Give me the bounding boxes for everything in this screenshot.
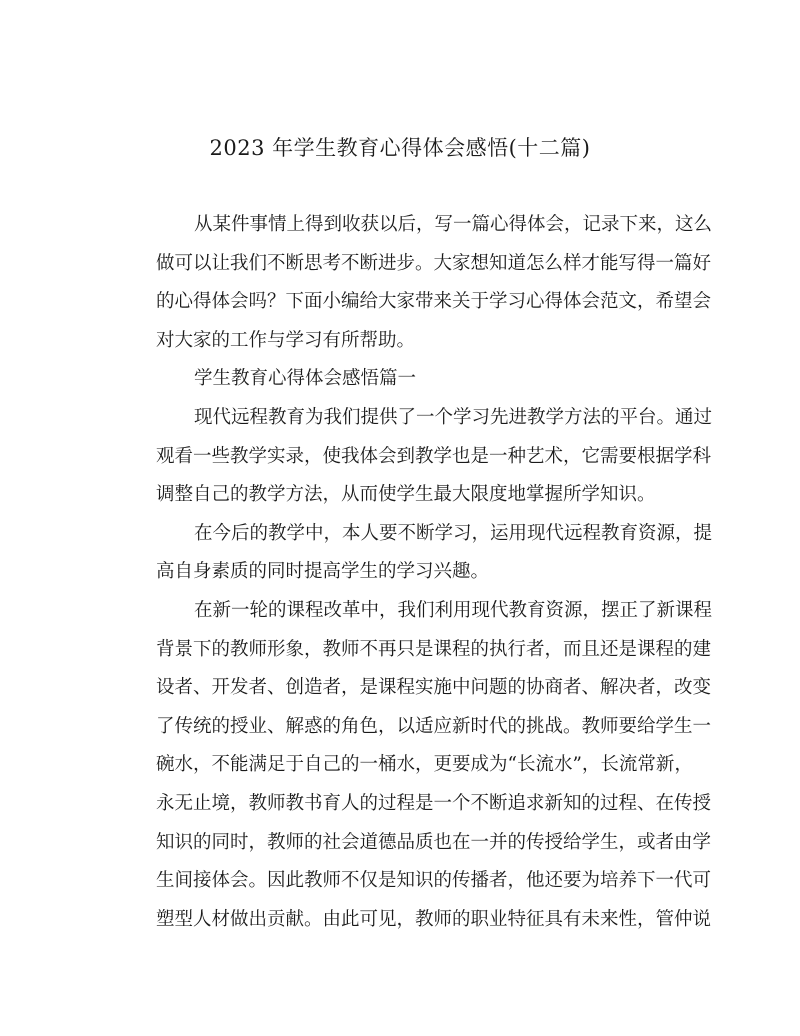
document-body (119, 206, 713, 939)
section-heading (119, 360, 682, 399)
paragraph-1 (119, 399, 713, 515)
page-title: 2023 年学生教育心得体会感悟(十二篇) (209, 136, 591, 160)
text-line: 知识的同时，教师的社会道德品质也在一并的传授给学生，或者由学 (156, 831, 712, 853)
text-line: 背景下的教师形象，教师不再只是课程的执行者，而且还是课程的建 (156, 638, 712, 660)
text-line: 做可以让我们不断思考不断进步。大家想知道怎么样才能写得一篇好 (156, 252, 712, 274)
paragraph-intro (119, 206, 713, 360)
text-line: 现代远程教育为我们提供了一个学习先进教学方法的平台。通过 (194, 406, 713, 428)
paragraph-2 (119, 515, 713, 592)
text-line: 从某件事情上得到收获以后，写一篇心得体会，记录下来，这么 (194, 214, 713, 235)
paragraph-3 (119, 592, 713, 939)
text-line: 高自身素质的同时提高学生的学习兴趣。 (156, 561, 490, 583)
text-line: 在今后的教学中，本人要不断学习，运用现代远程教育资源，提 (194, 522, 713, 544)
text-line: 设者、开发者、创造者，是课程实施中问题的协商者、解决者，改变 (156, 677, 712, 699)
text-line: 对大家的工作与学习有所帮助。 (156, 329, 416, 351)
text-line: 学生教育心得体会感悟篇一 (194, 368, 417, 390)
text-line: 碗水，不能满足于自己的一桶水，更要成为“长流水”，长流常新， (156, 754, 693, 776)
text-line: 观看一些教学实录，使我体会到教学也是一种艺术，它需要根据学科 (156, 445, 712, 467)
text-line: 的心得体会吗？下面小编给大家带来关于学习心得体会范文，希望会 (156, 291, 712, 313)
text-line: 在新一轮的课程改革中，我们利用现代教育资源，摆正了新课程 (194, 599, 713, 621)
text-line: 调整自己的教学方法，从而使学生最大限度地掌握所学知识。 (156, 484, 656, 506)
text-line: 生间接体会。因此教师不仅是知识的传播者，他还要为培养下一代可 (156, 870, 712, 892)
text-line: 塑型人材做出贡献。由此可见，教师的职业特征具有未来性，管仲说 (156, 908, 712, 930)
text-line: 永无止境，教师教书育人的过程是一个不断追求新知的过程、在传授 (156, 792, 712, 814)
text-line: 了传统的授业、解惑的角色，以适应新时代的挑战。教师要给学生一 (156, 715, 712, 737)
